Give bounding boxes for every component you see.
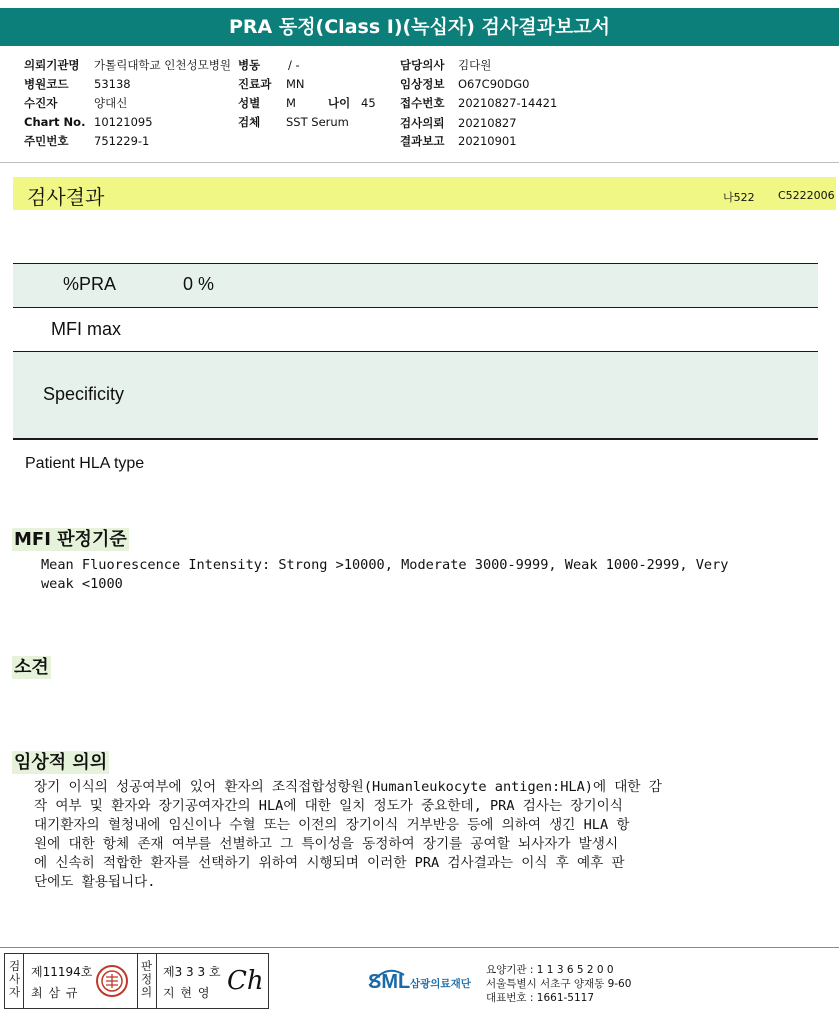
patient-name-field [24,95,127,111]
report-date-value: 20210901 [458,134,517,148]
resident-no-label: 주민번호 [24,134,69,148]
mfi-max-label: MFI max [51,319,121,339]
specificity-label: Specificity [43,384,125,404]
clinical-info-value: O67C90DG0 [458,77,530,91]
inspector-name: 최 삼 규 [31,986,79,1000]
specimen-label: 검체 [238,115,261,129]
department-label: 진료과 [238,77,272,91]
age-label: 나이 [328,96,351,110]
hospital-code-label: 병원코드 [24,77,69,91]
org-name: 삼광의료재단 [410,978,471,990]
request-date-value: 20210827 [458,116,517,130]
opinion-heading: 소견 [14,657,49,678]
doctor-value: 김다원 [458,58,492,72]
specimen-field [238,114,349,130]
patient-name-value: 양대신 [94,96,128,110]
request-date-label: 검사의뢰 [400,116,445,130]
specimen-value: SST Serum [286,115,349,129]
reviewer-name: 지 현 영 [163,986,211,1000]
age-value: 45 [361,96,376,110]
report-date-label: 결과보고 [400,134,445,148]
sex-label: 성별 [238,96,261,110]
hospital-code-value: 53138 [94,77,131,91]
institution-label: 의뢰기관명 [24,58,80,72]
report-title: PRA 동정(Class I)(녹십자) 검사결과보고서 [0,8,839,46]
inspector-no: 제11194호 [31,965,93,979]
sig-divider-2 [137,954,138,1008]
clinical-line-6: 단에도 활용됩니다. [34,874,156,890]
org-address: 서울특별시 서초구 양재동 9-60 [486,978,632,990]
header-divider [0,162,839,163]
sig-divider-3 [156,954,157,1008]
reviewer-no: 제3 3 3 호 [163,965,221,979]
receipt-no-label: 접수번호 [400,96,445,110]
org-logo [368,961,483,1005]
table-line-bottom [13,438,818,440]
result-code-2: C5222006 [778,189,835,202]
clinical-line-3: 대기환자의 혈청내에 임신이나 수혈 또는 이전의 장기이식 거부반응 등에 의하여 생긴 HLA 항 [34,817,630,833]
logo-text: SML [368,971,411,993]
ward-field [238,57,300,73]
institution-field [24,57,231,73]
inspector-label: 검사자 [8,959,21,999]
clinical-info-label: 임상정보 [400,77,445,91]
sex-field [238,95,296,111]
org-phone: 대표번호 : 1661-5117 [486,992,595,1004]
clinical-line-1: 장기 이식의 성공여부에 있어 환자의 조직접합성항원(Humanleukocyte antigen:HLA)에 대한 감 [34,779,662,795]
clinical-significance-heading: 임상적 의의 [14,752,108,773]
inspector-seal-icon [95,964,129,998]
pra-row [13,263,818,307]
doctor-label: 담당의사 [400,58,445,72]
footer-divider [0,947,839,948]
sex-value: M [286,96,296,110]
resident-no-field [24,133,149,149]
report-date-field [400,133,517,149]
patient-name-label: 수진자 [24,96,58,110]
mfi-max-row [13,308,818,351]
result-title: 검사결과 [27,185,105,209]
patient-hla-label: Patient HLA type [25,455,145,472]
department-field [238,76,305,92]
mfi-criteria-line-2: weak <1000 [41,576,123,592]
signature-box [4,953,269,1009]
clinical-line-2: 작 여부 및 환자와 장기공여자간의 HLA에 대한 일치 정도가 중요한데, PRA 검사는 장기이식 [34,798,623,814]
department-value: MN [286,77,305,91]
resident-no-value: 751229-1 [94,134,150,148]
result-code-1: 나522 [723,191,755,204]
receipt-no-value: 20210827-14421 [458,96,558,110]
request-date-field [400,115,517,131]
chart-no-value: 10121095 [94,115,153,129]
institution-value: 가톨릭대학교 인천성모병원 [94,58,231,72]
sig-divider-1 [23,954,24,1008]
chart-no-label: Chart No. [24,115,86,129]
pra-label: %PRA [63,274,117,294]
clinical-info-field [400,76,529,92]
doctor-field [400,57,491,73]
chart-no-field [24,115,153,129]
clinical-line-5: 에 신속히 적합한 환자를 선택하기 위하여 시행되며 이러한 PRA 검사결과는 이식 후 예후 판 [34,855,625,871]
mfi-criteria-line-1: Mean Fluorescence Intensity: Strong >10000, Moderate 3000-9999, Weak 1000-2999, Very [41,557,729,573]
age-field [328,95,376,111]
specificity-row [13,352,818,438]
table-line-top [13,263,818,264]
clinical-line-4: 원에 대한 항체 존재 여부를 선별하고 그 특이성을 동정하여 장기를 공여할 뇌사자가 발생시 [34,836,619,852]
ward-label: 병동 [238,58,261,72]
reviewer-signature: Ch [227,966,264,996]
pra-value: 0 % [183,274,215,294]
reviewer-label: 판정의 [140,959,153,999]
mfi-criteria-heading: MFI 판정기준 [14,529,127,550]
ward-value: / - [288,58,300,72]
receipt-no-field [400,95,557,111]
hospital-code-field [24,76,131,92]
result-header-bar [13,177,836,210]
institution-no: 요양기관 : 1 1 3 6 5 2 0 0 [486,964,614,976]
